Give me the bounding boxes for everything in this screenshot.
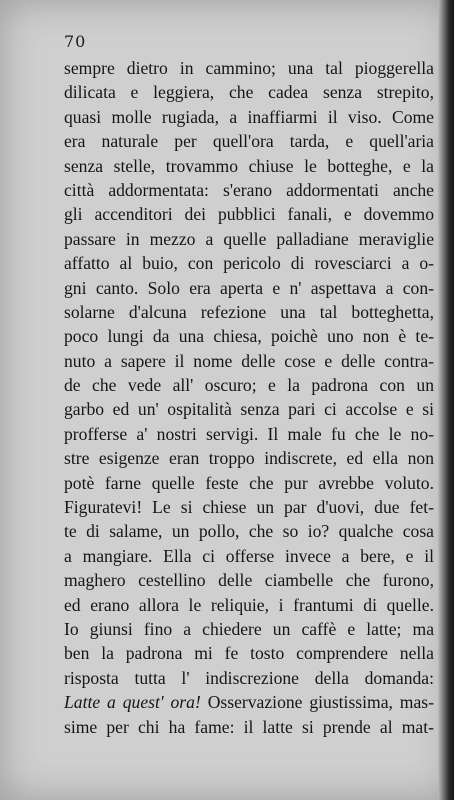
text-line: risposta tutta l' indiscrezione della domanda:	[64, 667, 434, 688]
text-line: nuto a sapere il nome delle cose e delle contra-	[64, 350, 434, 371]
text-line: solarne d'alcuna refezione una tal botteghetta,	[64, 301, 434, 322]
text-line: stre esigenze eran troppo indiscrete, ed ella non	[64, 448, 434, 469]
text-line: sime per chi ha fame: il latte si prende al mat-	[64, 716, 434, 737]
text-line: città addormentata: s'erano addormentati anche	[64, 179, 434, 200]
text-line: poco lungi da una chiesa, poichè uno non è te-	[64, 326, 434, 347]
text-line: a mangiare. Ella ci offerse invece a bere, e il	[64, 545, 434, 566]
text-line: de che vede all' oscuro; e la padrona con un	[64, 375, 434, 396]
page-number: 70	[64, 32, 87, 51]
text-line: quasi molle rugiada, a inaffiarmi il viso. Come	[64, 106, 434, 127]
text-line-rest: Osservazione giustissima, mas-	[200, 692, 435, 713]
text-line: maghero cestellino delle ciambelle che furono,	[64, 570, 434, 591]
text-line: ed erano allora le reliquie, i frantumi di quelle.	[64, 594, 434, 615]
text-line: sempre dietro in cammino; una tal pioggerella	[64, 58, 434, 78]
text-line: dilicata e leggiera, che cadea senza strepito,	[64, 82, 434, 103]
text-line: affatto al buio, con pericolo di rovesciarci a o-	[64, 253, 434, 274]
text-line: passare in mezzo a quelle palladiane meraviglie	[64, 228, 434, 249]
text-line: garbo ed un' ospitalità senza pari ci accolse e si	[64, 399, 434, 420]
text-line: profferse a' nostri servigi. Il male fu che le no-	[64, 423, 434, 444]
text-line-italic	[64, 690, 434, 714]
text-line: potè farne quelle feste che pur avrebbe voluto.	[64, 472, 434, 493]
text-line: era naturale per quell'ora tarda, e quell'aria	[64, 131, 434, 152]
text-line: gli accenditori dei pubblici fanali, e dovemmo	[64, 204, 434, 225]
text-line: Io giunsi fino a chiedere un caffè e latte; ma	[64, 618, 434, 639]
text-line: gni canto. Solo era aperta e n' aspettava a con-	[64, 277, 434, 298]
text-line: te di salame, un pollo, che so io? qualche cosa	[64, 521, 434, 542]
text-line: senza stelle, trovammo chiuse le botteghe, e la	[64, 155, 434, 176]
italic-phrase: Latte a quest' ora!	[64, 692, 201, 713]
text-line: ben la padrona mi fe tosto comprendere nella	[64, 643, 434, 664]
text-line: Figuratevi! Le si chiese un par d'uovi, due fet-	[64, 497, 434, 518]
page-edge-shadow	[438, 0, 454, 800]
body-text	[64, 56, 434, 739]
